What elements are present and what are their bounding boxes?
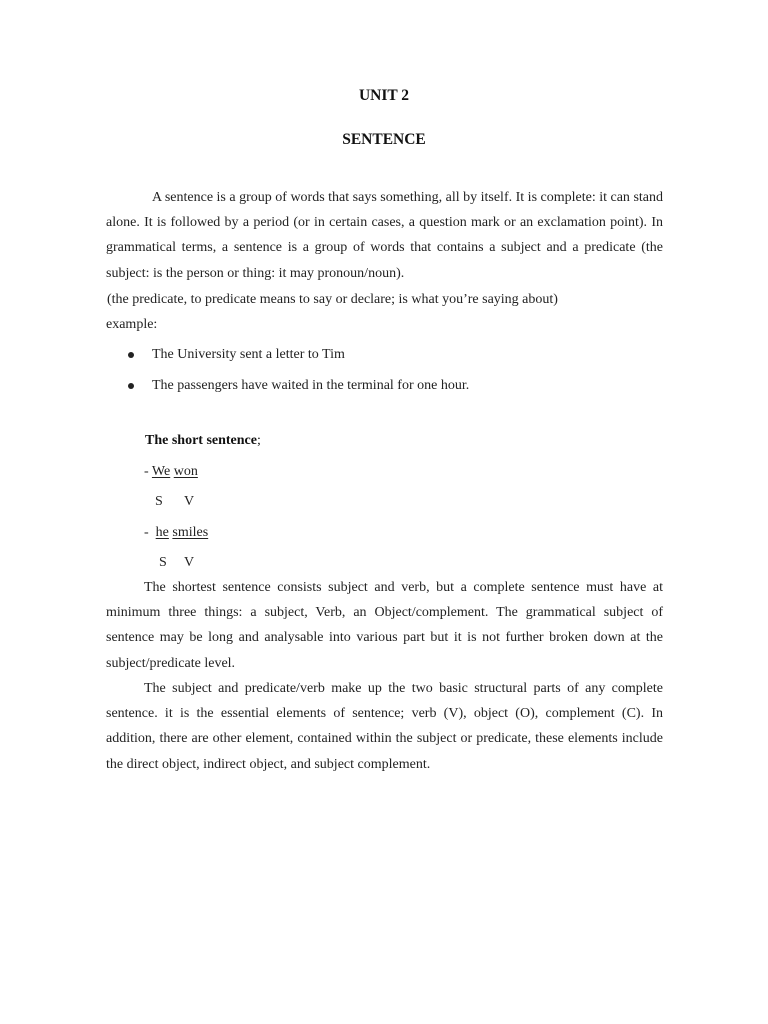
bullet-icon	[128, 352, 134, 358]
example-verb: won	[173, 464, 198, 479]
verb-tag: V	[184, 555, 195, 570]
verb-tag: V	[184, 494, 195, 509]
subject-tag: S	[155, 494, 163, 509]
unit-heading: UNIT 2	[358, 87, 410, 104]
example-sentence-1	[144, 462, 198, 482]
example-subject: he	[155, 525, 169, 540]
structural-parts-paragraph: The subject and predicate/verb make up the two basic structural parts of any complete sentence. it is the essential elements of sentence; verb (V), object (O), complement (C). In addition, there are other element, contained within the subject or predicate, these elements include the direct object, indirect object, and subject complement.	[106, 681, 663, 772]
bullet-icon	[128, 383, 134, 389]
short-sentence-heading-text: The short sentence	[145, 433, 257, 448]
short-sentence-heading-punct: ;	[257, 433, 261, 448]
list-item	[106, 375, 666, 406]
short-sentence-heading	[145, 431, 261, 451]
list-item-text: The University sent a letter to Tim	[152, 347, 345, 362]
example-sentence-2	[144, 523, 208, 543]
intro-paragraph: A sentence is a group of words that says something, all by itself. It is complete: it can stand alone. It is followed by a period (or in certain cases, a question mark or an exclamation point). In grammatical terms, a sentence is a group of words that contains a subject and a predicate (the subject: is the person or thing: it may pronoun/noun).	[106, 190, 663, 281]
subject-tag: S	[159, 555, 167, 570]
example-verb: smiles	[172, 525, 209, 540]
example-subject: We	[151, 464, 171, 479]
example-label: example:	[106, 317, 158, 332]
list-item	[106, 344, 666, 375]
shortest-sentence-paragraph: The shortest sentence consists subject and verb, but a complete sentence must have at minimum three things: a subject, Verb, an Object/complement. The grammatical subject of sentence may be long and analysable into various part but it is not further broken down at the subject/predicate level.	[106, 580, 663, 671]
example-dash: -	[144, 464, 152, 479]
predicate-note: (the predicate, to predicate means to say or declare; is what you’re saying about)	[107, 292, 558, 307]
example-bullet-list	[106, 344, 666, 406]
page-title: SENTENCE	[342, 131, 426, 148]
example-dash: -	[144, 525, 156, 540]
list-item-text: The passengers have waited in the terminal for one hour.	[152, 378, 470, 393]
